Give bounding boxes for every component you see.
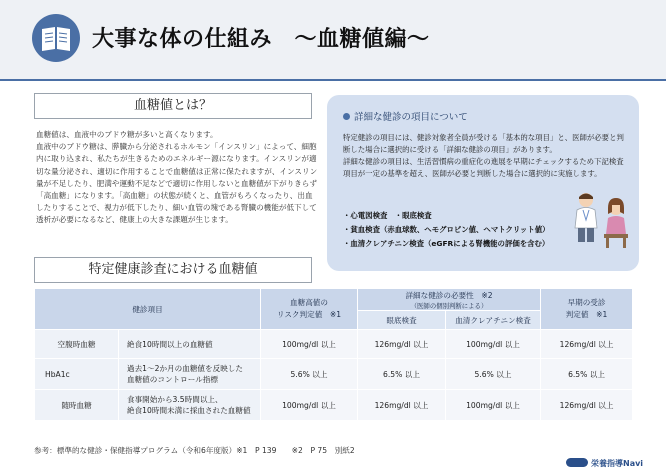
creatinine-exam-value: 100mg/dl 以上 xyxy=(446,390,541,421)
row-description: 絶食10時間以上の血糖値 xyxy=(119,330,261,359)
row-label: 空腹時血糖 xyxy=(35,330,119,359)
page-header xyxy=(0,0,666,80)
risk-value: 100mg/dl 以上 xyxy=(261,390,358,421)
section-title-blood-sugar: 血糖値とは？ xyxy=(34,93,312,119)
early-visit-value: 126mg/dl 以上 xyxy=(541,390,633,421)
logo-mark-icon xyxy=(566,458,588,467)
header-divider xyxy=(0,79,666,81)
header-eye-exam: 眼底検査 xyxy=(358,311,446,330)
open-book-icon xyxy=(32,14,80,62)
header-early-visit: 早期の受診 判定値 ※1 xyxy=(541,289,633,330)
page-title: 大事な体の仕組み ～血糖値編～ xyxy=(92,27,430,52)
reference-note: 参考：標準的な健診・保健指導プログラム（令和6年度版）※1 P 139 ※2 P 75 別紙2 xyxy=(34,446,355,455)
eye-exam-value: 126mg/dl 以上 xyxy=(358,330,446,359)
header-detailed-checkup: 詳細な健診の必要性 ※2 （医師の個別判断による） xyxy=(358,289,541,311)
brand-logo: 栄養指導Navi xyxy=(566,458,643,469)
early-visit-value: 6.5% 以上 xyxy=(541,359,633,390)
early-visit-value: 126mg/dl 以上 xyxy=(541,330,633,359)
risk-value: 5.6% 以上 xyxy=(261,359,358,390)
row-label: 随時血糖 xyxy=(35,390,119,421)
table-row xyxy=(35,390,633,421)
blood-sugar-description: 血糖値は、血液中のブドウ糖が多いと高くなります。 血液中のブドウ糖は、膵臓から分泌されるホルモン「インスリン」によって、細胞内に取り込まれ、私たちが生きるためのエネルギー源になります。インスリンが適切な量分泌され、適切に作用することで血糖値は正常に保たれますが、インスリン量が不足したり、肥満や運動不足などで適切に作用しないと血糖値が下がりきらず「高血糖」になります。「高血糖」の状態が続くと、血管がもろくなったり、出血したりすることで、視力が低下したり、細い血管の塊である腎臓の機能が低下して透析が必要になるなど、健康上の大きな課題が生じます。 xyxy=(36,130,318,225)
detailed-checkup-list xyxy=(343,209,583,251)
blood-sugar-criteria-table xyxy=(34,288,633,421)
creatinine-exam-value: 5.6% 以上 xyxy=(446,359,541,390)
list-item: ・貧血検査（赤血球数、ヘモグロビン値、ヘマトクリット値） xyxy=(343,225,550,234)
detailed-checkup-heading: 詳細な健診の項目について xyxy=(343,109,468,123)
list-item: ・血清クレアチニン検査（eGFRによる腎機能の評価を含む） xyxy=(343,239,550,248)
bullet-icon xyxy=(343,113,350,120)
doctor-patient-icon xyxy=(570,188,632,250)
header-checkup-item: 健診項目 xyxy=(35,289,261,330)
header-creatinine-exam: 血清クレアチニン検査 xyxy=(446,311,541,330)
table-row xyxy=(35,330,633,359)
list-item: ・心電図検査 ・眼底検査 xyxy=(343,211,432,220)
row-label: HbA1c xyxy=(35,359,119,390)
creatinine-exam-value: 100mg/dl 以上 xyxy=(446,330,541,359)
row-description: 過去1～2か月の血糖値を反映した 血糖値のコントロール指標 xyxy=(119,359,261,390)
section-title-health-checkup: 特定健康診査における血糖値 xyxy=(34,257,312,283)
header-risk-value: 血糖高値の リスク判定値 ※1 xyxy=(261,289,358,330)
detailed-checkup-description: 特定健診の項目には、健診対象者全員が受ける「基本的な項目」と、医師が必要と判断した場合に選択的に受ける「詳細な健診の項目」があります。 詳細な健診の項目は、生活習慣病の重症化の進展を早期にチェックするため下記検査項目が一定の基準を超え、医師が必要と判断した場合に選択的に実施します。 xyxy=(343,133,624,178)
risk-value: 100mg/dl 以上 xyxy=(261,330,358,359)
table-row xyxy=(35,359,633,390)
row-description: 食事開始から3.5時間以上、 絶食10時間未満に採血された血糖値 xyxy=(119,390,261,421)
eye-exam-value: 126mg/dl 以上 xyxy=(358,390,446,421)
eye-exam-value: 6.5% 以上 xyxy=(358,359,446,390)
